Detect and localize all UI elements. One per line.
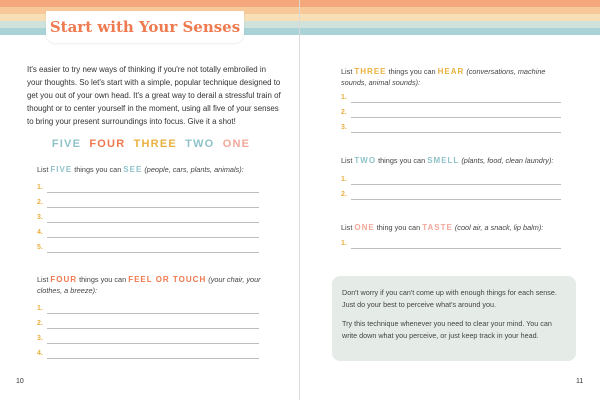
header-stripe [300, 14, 600, 21]
touch-line-2[interactable]: 2. [37, 320, 259, 330]
header-stripe [300, 0, 600, 7]
touch-line-4[interactable]: 4. [37, 350, 259, 360]
taste-count: ONE [354, 223, 375, 232]
countdown-two: TWO [185, 138, 215, 150]
intro-paragraph: It's easier to try new ways of thinking if you're not totally embroiled in your thoughts. So let's start with a simple, popular technique designed to get you out of your own head. It's a great way to derail a stressful train of thought or to center yourself in the moment, using all five of your senses to bring your present surroundings into focus. Give it a shot! [27, 65, 281, 126]
hear-line-1[interactable]: 1. [341, 94, 561, 104]
touch-line-1[interactable]: 1. [37, 305, 259, 315]
taste-prompt: List ONE thing you can TASTE (cool air, a snack, lip balm): [341, 223, 544, 232]
see-line-5[interactable]: 5. [37, 244, 259, 254]
tip-paragraph-1: Don't worry if you can't come up with enough things for each sense. Just do your best to perceive what's around you. [342, 288, 557, 309]
taste-sense: TASTE [422, 223, 453, 232]
see-line-3[interactable]: 3. [37, 214, 259, 224]
see-example: (people, cars, plants, animals): [144, 165, 244, 174]
taste-line-1[interactable]: 1. [341, 240, 561, 250]
header-stripe [0, 0, 299, 7]
page-number-right: 11 [576, 378, 584, 385]
taste-example: (cool air, a snack, lip balm): [454, 223, 544, 232]
see-prompt: List FIVE things you can SEE (people, cars, plants, animals): [37, 165, 244, 174]
tip-box [332, 276, 576, 361]
countdown-three: THREE [133, 138, 177, 150]
touch-example: (your chair, your clothes, a breeze): [37, 275, 261, 295]
touch-prompt: List FOUR things you can FEEL OR TOUCH (your chair, your clothes, a breeze): [37, 275, 261, 295]
see-line-4[interactable]: 4. [37, 229, 259, 239]
title-box [46, 11, 244, 43]
smell-example: (plants, food, clean laundry): [461, 156, 554, 165]
header-stripe [300, 21, 600, 28]
tip-paragraph-2: Try this technique whenever you need to clear your mind. You can write down what you perceive, or just keep track in your head. [342, 319, 552, 340]
hear-example: (conversations, machine sounds, animal sounds): [341, 67, 546, 87]
touch-line-3[interactable]: 3. [37, 335, 259, 345]
header-stripe [300, 7, 600, 14]
hear-count: THREE [354, 67, 387, 76]
smell-count: TWO [354, 156, 377, 165]
see-sense: SEE [123, 165, 143, 174]
hear-line-3[interactable]: 3. [341, 124, 561, 134]
touch-count: FOUR [50, 275, 78, 284]
header-stripe [300, 28, 600, 35]
countdown-five: FIVE [51, 138, 82, 150]
smell-sense: SMELL [427, 156, 460, 165]
smell-prompt: List TWO things you can SMELL (plants, food, clean laundry): [341, 156, 554, 165]
countdown-heading [46, 138, 256, 150]
smell-line-1[interactable]: 1. [341, 176, 561, 186]
smell-line-2[interactable]: 2. [341, 191, 561, 201]
page-title: Start with Your Senses [49, 18, 241, 36]
hear-sense: HEAR [437, 67, 465, 76]
touch-sense: FEEL OR TOUCH [128, 275, 207, 284]
countdown-four: FOUR [89, 138, 126, 150]
see-line-2[interactable]: 2. [37, 199, 259, 209]
hear-prompt: List THREE things you can HEAR (conversations, machine sounds, animal sounds): [341, 67, 546, 87]
see-line-1[interactable]: 1. [37, 184, 259, 194]
countdown-one: ONE [222, 138, 251, 150]
hear-line-2[interactable]: 2. [341, 109, 561, 119]
page-number-left: 10 [16, 378, 24, 385]
see-count: FIVE [50, 165, 73, 174]
